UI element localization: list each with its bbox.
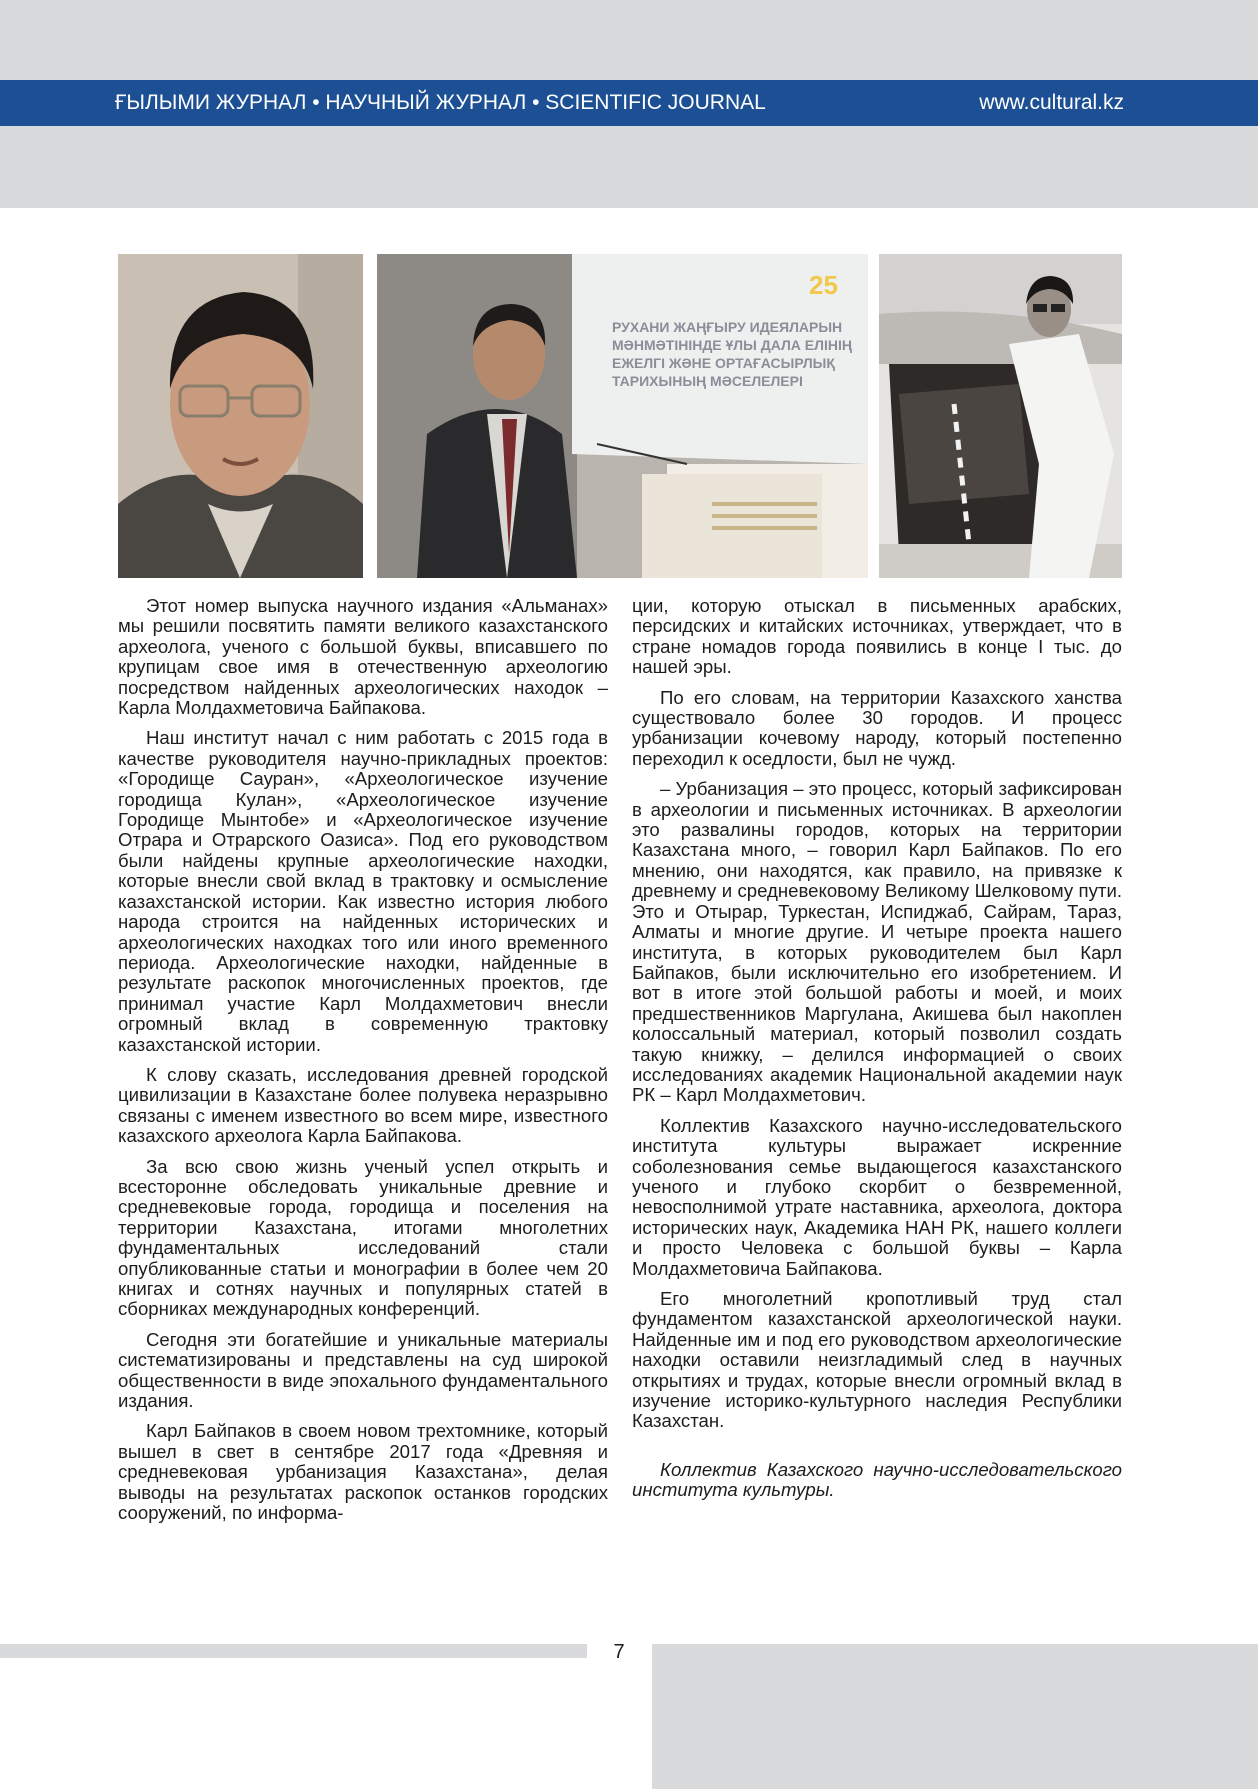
- paragraph: Сегодня эти богатейшие и уникальные материалы систематизированы и представлены на суд широкой общественности в виде эпохального фундаментального издания.: [118, 1328, 608, 1412]
- journal-header-bar: [0, 80, 1258, 126]
- portrait-photo: [118, 254, 363, 578]
- paragraph: Наш институт начал с ним работать с 2015 года в качестве руководителя научно-прикладных проектов: «Городище Сауран», «Археологическое изучение городища Кулан», «Археологическое изучение Городище Мынтобе» и «Археологическое изучение Отрара и Отрарского Оазиса». Под его руководством были найдены крупные археологические находки, которые внесли свой вклад в трактовку и осмысление казахстанской истории. Как известно история любого народа строится на найденных исторических и археологических находках того или иного временного периода. Археологические находки, найденные в результате раскопок многочисленных проектов, где принимал участие Карл Молдахметович внесли огромный вклад в современную трактовку казахстанской истории.: [118, 727, 608, 1055]
- svg-text:ТАРИХЫНЫҢ МӘСЕЛЕЛЕРІ: ТАРИХЫНЫҢ МӘСЕЛЕЛЕРІ: [612, 373, 803, 389]
- page-number: 7: [613, 1641, 625, 1663]
- excavation-photo: [879, 254, 1122, 578]
- article-column-2: [632, 596, 1122, 1511]
- footer-gray-bar-left: [0, 1644, 587, 1658]
- footer-gray-block-right: [652, 1644, 1258, 1789]
- top-gray-band: [0, 0, 1258, 80]
- svg-text:ЕЖЕЛГІ ЖӘНЕ ОРТАҒАСЫРЛЫҚ: ЕЖЕЛГІ ЖӘНЕ ОРТАҒАСЫРЛЫҚ: [612, 355, 835, 371]
- header-gray-band: [0, 126, 1258, 208]
- article-column-1: [118, 596, 608, 1533]
- paragraph: Его многолетний кропотливый труд стал фундаментом казахстанской археологической науки. Найденные им и под его руководством археологические находки оставили неизгладимый след в научных открытиях и трудах, которые внесли огромный вклад в изучение историко-культурного наследия Республики Казахстан.: [632, 1288, 1122, 1432]
- svg-text:МӘНМӘТІНІНДЕ ҰЛЫ ДАЛА ЕЛІНІҢ: МӘНМӘТІНІНДЕ ҰЛЫ ДАЛА ЕЛІНІҢ: [612, 337, 852, 353]
- svg-text:25: 25: [809, 270, 838, 300]
- paragraph: Коллектив Казахского научно-исследовательского института культуры выражает искренние соболезнования семье выдающегося казахстанского ученого и глубоко скорбит о безвременной, невосполнимой утрате наставника, археолога, доктора исторических наук, Академика НАН РК, нашего коллеги и просто Человека с большой буквы – Карла Молдахметовича Байпакова.: [632, 1114, 1122, 1279]
- paragraph: К слову сказать, исследования древней городской цивилизации в Казахстане более полувека неразрывно связаны с именем известного во всем мире, известного казахского археолога Карла Байпакова.: [118, 1063, 608, 1147]
- paragraph: За всю свою жизнь ученый успел открыть и всесторонне обследовать уникальные древние и средневековые города, городища и поселения на территории Казахстана, итогами многолетних фундаментальных исследований стали опубликованные статьи и монографии в более чем 20 книгах и сотнях научных и популярных статей в сборниках международных конференций.: [118, 1155, 608, 1320]
- paragraph: ции, которую отыскал в письменных арабских, персидских и китайских источниках, утверждает, что в стране номадов города появились в конце I тыс. до нашей эры.: [632, 595, 1122, 678]
- website-link[interactable]: www.cultural.kz: [979, 91, 1124, 114]
- paragraph: По его словам, на территории Казахского ханства существовало более 30 городов. И процесс урбанизации кочевому народу, который постепенно переходил к оседлости, был не чужд.: [632, 686, 1122, 769]
- conference-photo: [377, 254, 868, 578]
- paragraph: Этот номер выпуска научного издания «Альманах» мы решили посвятить памяти великого казахстанского археолога, ученого с большой буквы, вписавшего по крупицам свое имя в отечественную археологию посредством найденных археологических находок – Карла Молдахметовича Байпакова.: [118, 595, 608, 719]
- journal-title: ҒЫЛЫМИ ЖУРНАЛ • НАУЧНЫЙ ЖУРНАЛ • SCIENTIFIC JOURNAL: [115, 91, 766, 114]
- svg-text:РУХАНИ ЖАҢҒЫРУ ИДЕЯЛАРЫН: РУХАНИ ЖАҢҒЫРУ ИДЕЯЛАРЫН: [612, 319, 843, 335]
- paragraph: – Урбанизация – это процесс, который зафиксирован в археологии и письменных источниках. В археологии это развалины городов, которых на территории Казахстана много, – говорил Карл Байпаков. По его мнению, они находятся, как правило, на привязке к древнему и средневековому Великому Шелковому пути. Это и Отырар, Туркестан, Испиджаб, Сайрам, Тараз, Алматы и многие другие. И четыре проекта нашего института, в которых руководителем был Карл Байпаков, были исключительно его изобретением. И вот в итоге этой большой работы и моей, и моих предшественников Маргулана, Акишева был накоплен колоссальный материал, который позволил создать такую книжку, – делился информацией о своих исследованиях академик Национальной академии наук РК – Карл Молдахметович.: [632, 778, 1122, 1106]
- signature: Коллектив Казахского научно-исследовательского института культуры.: [632, 1458, 1122, 1501]
- paragraph: Карл Байпаков в своем новом трехтомнике, который вышел в свет в сентябре 2017 года «Древняя и средневековая урбанизация Казахстана», делая выводы на результатах раскопок останков городских сооружений, по информа-: [118, 1420, 608, 1524]
